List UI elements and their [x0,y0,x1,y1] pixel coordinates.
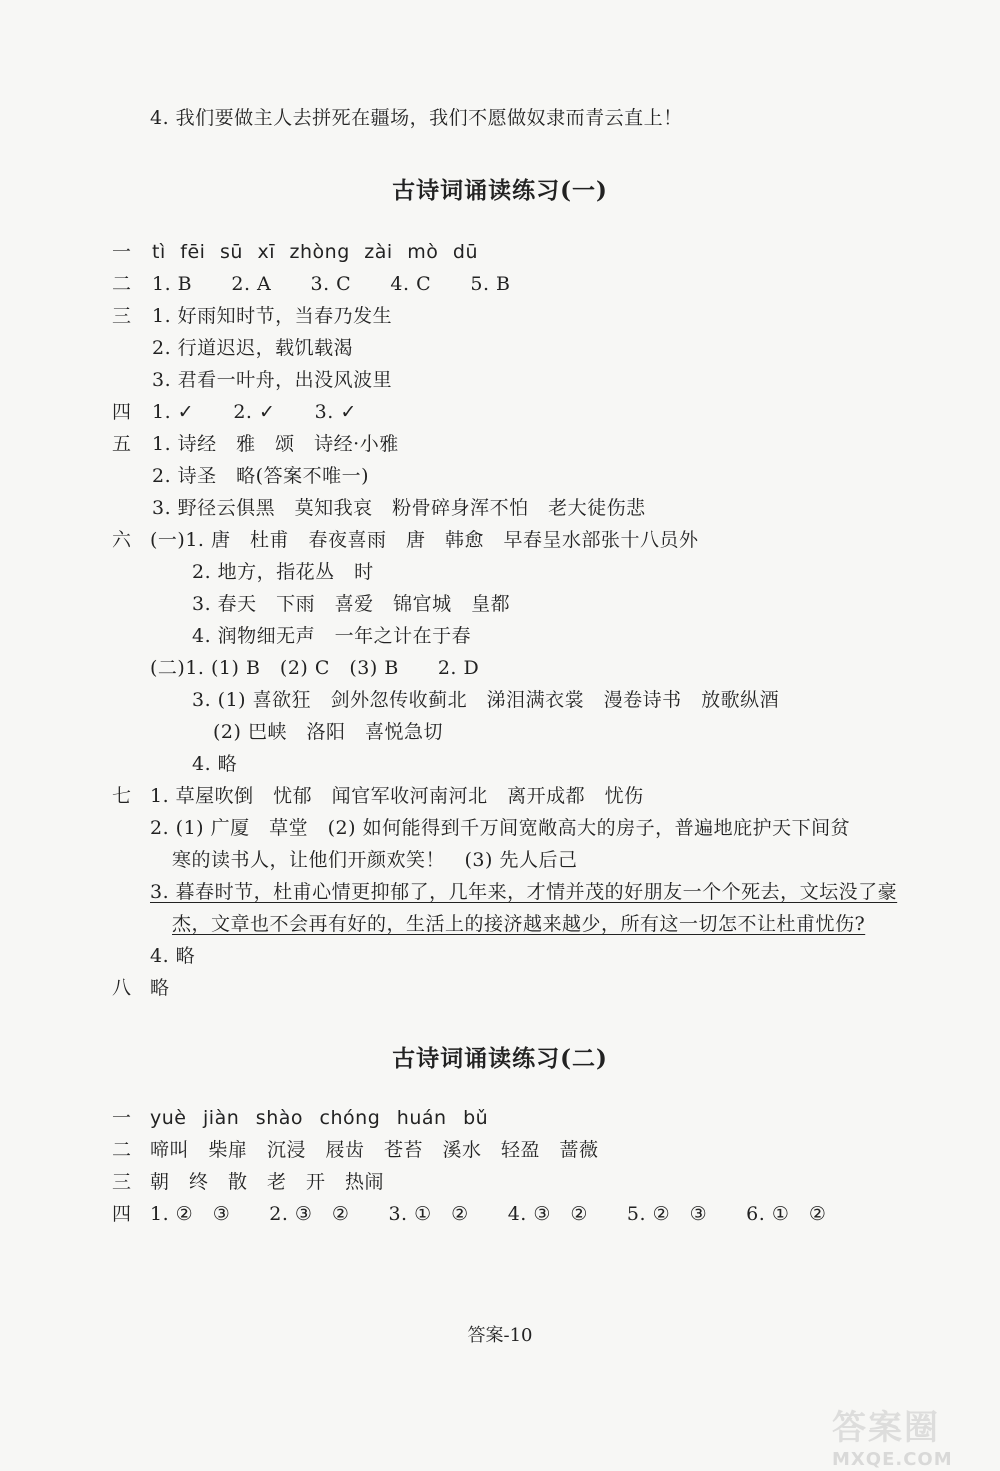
q7-item-3: 3. 暮春时节，杜甫心情更抑郁了，几年来，才情并茂的好朋友一个个死去，文坛没了豪 [150,881,898,903]
s2-q4-number: 四 [112,1203,132,1225]
q5-item-1: 1. 诗经 雅 颂 诗经·小雅 [152,433,399,455]
watermark-url: MXQE.COM [832,1449,953,1470]
q1-number: 一 [112,241,132,263]
watermark-logo-text: 答案圈 [832,1408,940,1448]
q7-item-2-cont: 寒的读书人，让他们开颜欢笑！ (3) 先人后己 [172,849,578,871]
s2-q1-number: 一 [112,1107,132,1129]
q7-item-3-cont: 杰，文章也不会再有好的，生活上的接济越来越少，所有这一切怎不让杜甫忧伤? [172,913,866,935]
q3-item-2: 2. 行道迟迟，载饥载渴 [152,337,354,359]
q3-item-3: 3. 君看一叶舟，出没风波里 [152,369,393,391]
q5-item-2: 2. 诗圣 略(答案不唯一) [152,465,369,487]
q8-number: 八 [112,977,132,999]
q5-item-3: 3. 野径云俱黑 莫知我哀 粉骨碎身浑不怕 老大徒伤悲 [152,497,646,519]
previous-answer-line: 4. 我们要做主人去拼死在疆场，我们不愿做奴隶而青云直上！ [150,107,683,129]
s2-q2-answers: 啼叫 柴扉 沉浸 屐齿 苍苔 溪水 轻盈 蔷薇 [150,1139,599,1161]
q8-answer: 略 [150,977,170,999]
q3-item-1: 1. 好雨知时节，当春乃发生 [152,305,393,327]
q2-answers: 1. B 2. A 3. C 4. C 5. B [152,273,511,295]
q6-item-6: 3. (1) 喜欲狂 剑外忽传收蓟北 涕泪满衣裳 漫卷诗书 放歌纵酒 [192,689,780,711]
section-1-title: 古诗词诵读练习(一) [392,177,608,204]
q6-item-5: (二)1. (1) B (2) C (3) B 2. D [150,657,480,679]
q5-number: 五 [112,433,132,455]
watermark-logo [832,1400,992,1470]
q6-item-3: 3. 春天 下雨 喜爱 锦官城 皇都 [192,593,511,615]
s2-q2-number: 二 [112,1139,132,1161]
s2-q3-answers: 朝 终 散 老 开 热闹 [150,1171,385,1193]
s2-q3-number: 三 [112,1171,132,1193]
q6-item-1: (一)1. 唐 杜甫 春夜喜雨 唐 韩愈 早春呈水部张十八员外 [150,529,699,551]
q7-item-4: 4. 略 [150,945,196,967]
q6-item-2: 2. 地方，指花丛 时 [192,561,374,583]
q4-number: 四 [112,401,132,423]
q6-number: 六 [112,529,132,551]
q7-item-2: 2. (1) 广厦 草堂 (2) 如何能得到千万间宽敞高大的房子，普遍地庇护天下间贫 [150,817,851,839]
q4-answers: 1. ✓ 2. ✓ 3. ✓ [152,401,357,423]
q1-pinyin: tì fēi sū xī zhòng zài mò dū [152,241,478,263]
section-2-title: 古诗词诵读练习(二) [392,1045,608,1072]
q3-number: 三 [112,305,132,327]
q7-item-1: 1. 草屋吹倒 忧郁 闻官军收河南河北 离开成都 忧伤 [150,785,644,807]
q6-item-4: 4. 润物细无声 一年之计在于春 [192,625,472,647]
q7-number: 七 [112,785,132,807]
q2-number: 二 [112,273,132,295]
s2-q1-pinyin: yuè jiàn shào chóng huán bǔ [150,1107,489,1129]
q6-item-7: (2) 巴峡 洛阳 喜悦急切 [213,721,443,743]
q6-item-8: 4. 略 [192,753,238,775]
s2-q4-answers: 1. ② ③ 2. ③ ② 3. ① ② 4. ③ ② 5. ② ③ 6. ① ② [150,1203,827,1225]
page-number: 答案-10 [467,1325,533,1346]
